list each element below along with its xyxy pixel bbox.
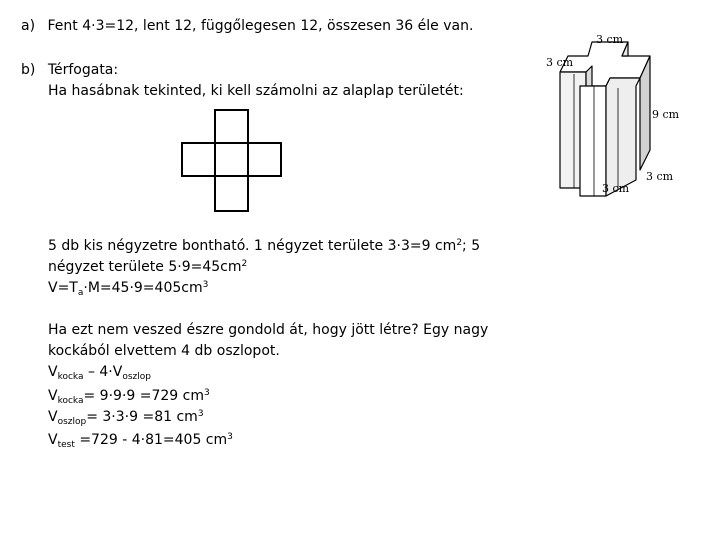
part-b-intro: Ha hasábnak tekinted, ki kell számolni az alaplap területét:	[48, 83, 464, 99]
method1-line1	[48, 233, 480, 256]
formula-3-rest: = 3·3·9 =81 cm	[86, 409, 198, 425]
method1-line3	[48, 275, 208, 303]
formula-3-sub: oszlop	[57, 417, 87, 427]
cross-square-top	[215, 110, 248, 143]
method2-line2: kockából elvettem 4 db oszlopot.	[48, 343, 280, 359]
cross-square-center	[215, 143, 248, 176]
formula-4-rest: =729 - 4·81=405 cm	[74, 432, 228, 448]
dim-top-label: 3 cm	[596, 33, 624, 46]
formula-2-sub: kocka	[57, 396, 84, 406]
method1-line1-text: 5 db kis négyzetre bontható. 1 négyzet területe 3·3=9 cm	[48, 238, 457, 254]
method1-line2	[48, 254, 247, 277]
dim-height-label: 9 cm	[652, 108, 680, 121]
dim-bottom-label: 3 cm	[602, 182, 630, 195]
prism-lower-arm-front	[606, 78, 640, 196]
formula-1-mid: – 4·V	[83, 364, 123, 380]
method1-line2-text: négyzet területe 5·9=45cm	[48, 259, 242, 275]
formula-1-sub2: oszlop	[122, 372, 151, 382]
formula-1-sub: kocka	[57, 372, 84, 382]
prism-center-front	[580, 86, 606, 196]
method1-line2-sup: 2	[241, 259, 248, 269]
base-cross-figure	[180, 108, 320, 218]
formula-4	[48, 427, 233, 455]
formula-2-sup: 3	[204, 388, 210, 398]
cross-square-bottom	[215, 176, 248, 211]
formula-4-sup: 3	[227, 432, 233, 442]
part-b-label: b)	[21, 62, 36, 78]
formula-2-v: V	[48, 388, 58, 404]
dim-right-label: 3 cm	[646, 170, 674, 183]
dim-left-label: 3 cm	[546, 56, 574, 69]
method1-line3-sup: 3	[202, 280, 209, 290]
formula-3-v: V	[48, 409, 58, 425]
cross-square-right	[248, 143, 281, 176]
part-a-label: a)	[21, 18, 36, 34]
cross-square-left	[182, 143, 215, 176]
method1-line3-b: ·M=45·9=405cm	[83, 280, 203, 296]
method1-line1-sup: 2	[456, 238, 463, 248]
method2-line1: Ha ezt nem veszed észre gondold át, hogy jött létre? Egy nagy	[48, 322, 489, 338]
part-b-title: Térfogata:	[47, 62, 119, 78]
part-a	[21, 16, 473, 36]
part-a-text: Fent 4·3=12, lent 12, függőlegesen 12, összesen 36 éle van.	[47, 18, 474, 34]
prism-3d-figure	[530, 30, 698, 200]
formula-4-sub: test	[57, 440, 75, 450]
part-b-heading	[21, 60, 118, 80]
formula-3-sup: 3	[197, 409, 204, 419]
method1-line1-post: ; 5	[462, 238, 481, 254]
formula-2-rest: = 9·9·9 =729 cm	[83, 388, 204, 404]
method1-line3-a: V=T	[48, 280, 78, 296]
formula-1-v: V	[48, 364, 58, 380]
method1-line3-sub: a	[77, 288, 84, 298]
formula-4-v: V	[48, 432, 58, 448]
